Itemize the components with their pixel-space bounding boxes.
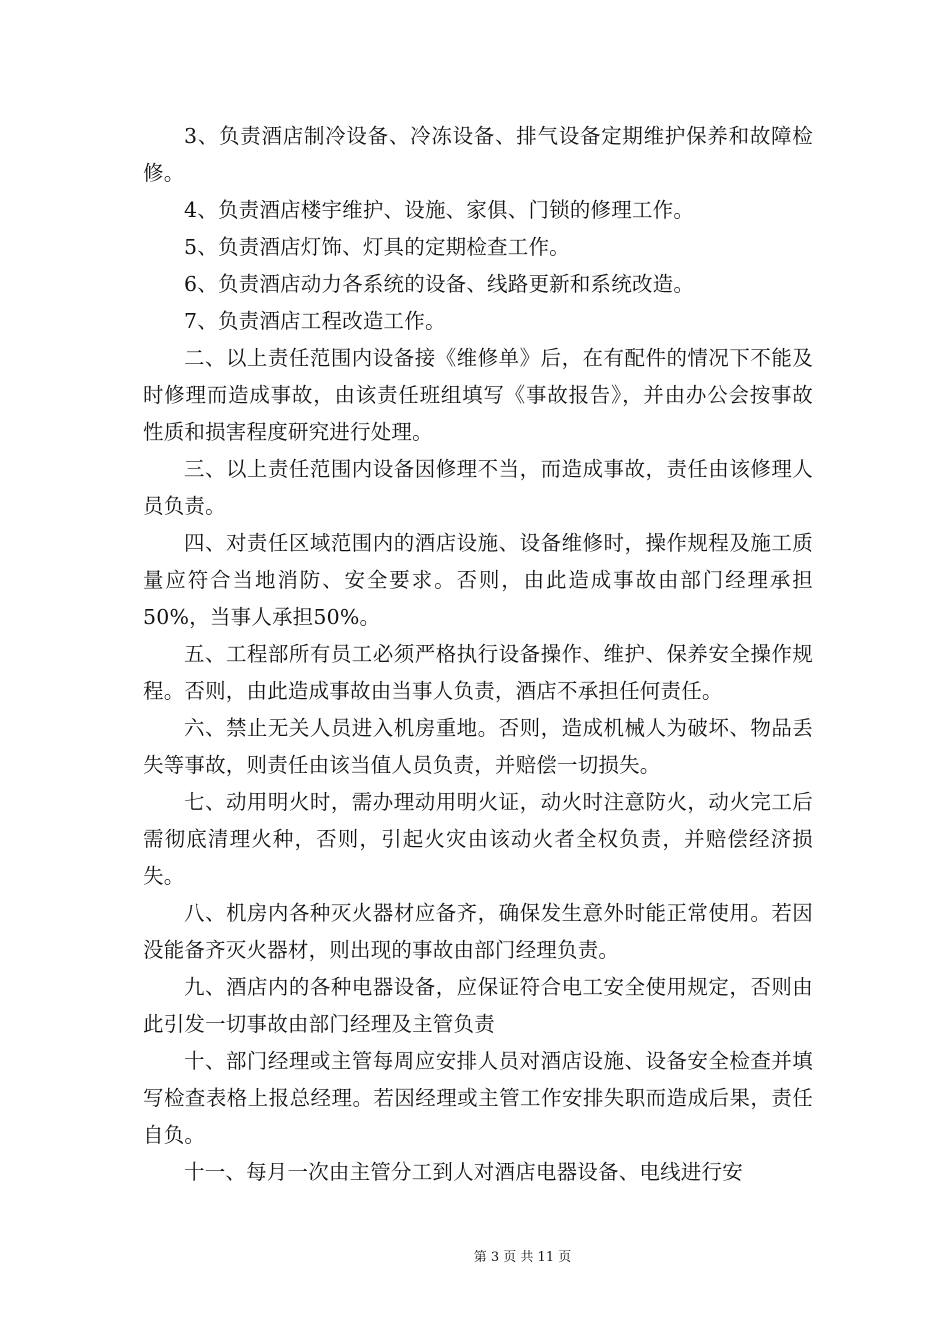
clause-seven: 七、动用明火时，需办理动用明火证，动火时注意防火，动火完工后需彻底清理火种，否则，引起火灾由该动火者全权负责，并赔偿经济损失。	[143, 790, 813, 888]
page-footer	[0, 1246, 950, 1265]
clause-eleven: 十一、每月一次由主管分工到人对酒店电器设备、电线进行安	[184, 1160, 743, 1184]
page-number: 第 3 页 共 11 页	[473, 1250, 572, 1265]
clause-three: 三、以上责任范围内设备因修理不当，而造成事故，责任由该修理人员负责。	[143, 457, 813, 518]
paragraph-3: 3、负责酒店制冷设备、冷冻设备、排气设备定期维护保养和故障检修。	[143, 124, 813, 185]
paragraph-6: 6、负责酒店动力各系统的设备、线路更新和系统改造。	[184, 272, 695, 296]
clause-four: 四、对责任区域范围内的酒店设施、设备维修时，操作规程及施工质量应符合当地消防、安全要求。否则，由此造成事故由部门经理承担50%，当事人承担50%。	[143, 531, 813, 629]
clause-two: 二、以上责任范围内设备接《维修单》后，在有配件的情况下不能及时修理而造成事故，由该责任班组填写《事故报告》，并由办公会按事故性质和损害程度研究进行处理。	[143, 346, 813, 444]
clause-six: 六、禁止无关人员进入机房重地。否则，造成机械人为破坏、物品丢失等事故，则责任由该当值人员负责，并赔偿一切损失。	[143, 716, 813, 777]
clause-five: 五、工程部所有员工必须严格执行设备操作、维护、保养安全操作规程。否则，由此造成事故由当事人负责，酒店不承担任何责任。	[143, 642, 813, 703]
paragraph-5: 5、负责酒店灯饰、灯具的定期检查工作。	[184, 235, 570, 259]
clause-ten: 十、部门经理或主管每周应安排人员对酒店设施、设备安全检查并填写检查表格上报总经理。若因经理或主管工作安排失职而造成后果，责任自负。	[143, 1049, 813, 1147]
clause-nine: 九、酒店内的各种电器设备，应保证符合电工安全使用规定，否则由此引发一切事故由部门经理及主管负责	[143, 975, 813, 1036]
document-body	[143, 118, 813, 1191]
paragraph-4: 4、负责酒店楼宇维护、设施、家俱、门锁的修理工作。	[184, 198, 695, 222]
clause-eight: 八、机房内各种灭火器材应备齐，确保发生意外时能正常使用。若因没能备齐灭火器材，则出现的事故由部门经理负责。	[143, 901, 813, 962]
paragraph-7: 7、负责酒店工程改造工作。	[184, 309, 446, 333]
